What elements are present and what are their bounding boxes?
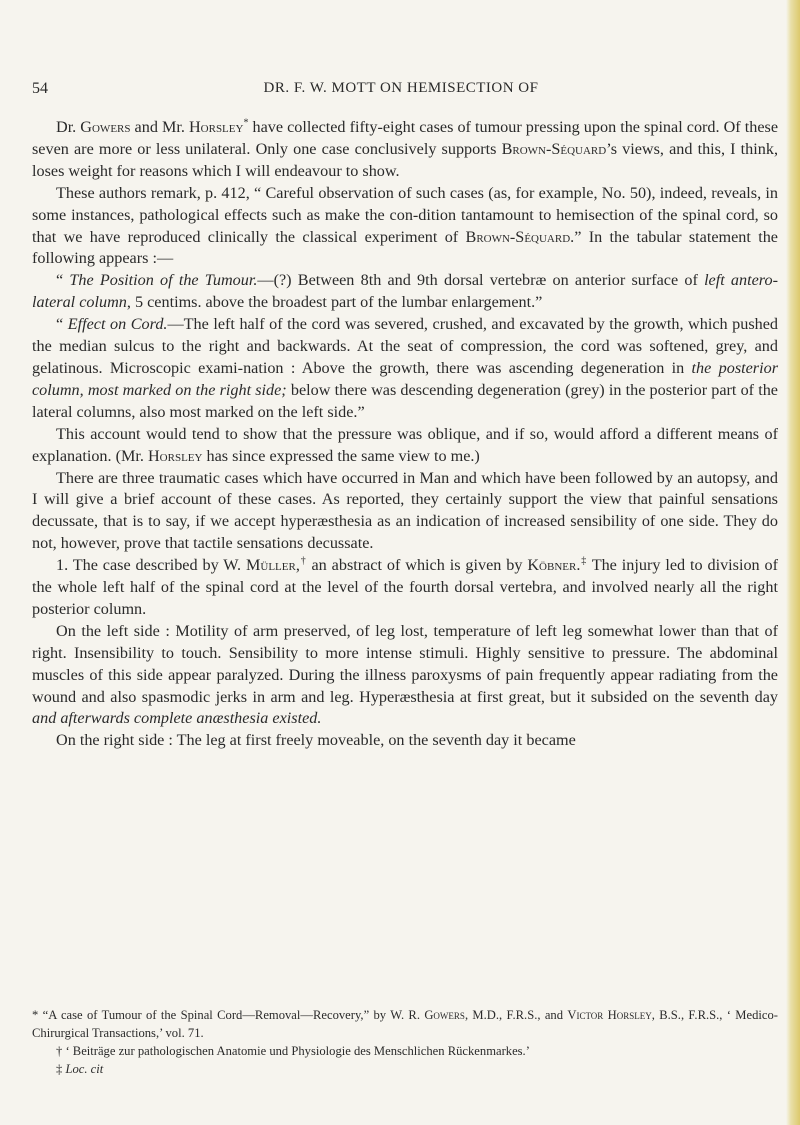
body-text bbox=[32, 117, 778, 752]
italic-text: The Position of the Tumour. bbox=[69, 271, 258, 290]
small-caps-name: Müller bbox=[246, 556, 296, 575]
small-caps-name: Brown-Séquard bbox=[465, 227, 571, 246]
footnote-marker: * bbox=[243, 117, 249, 129]
footnote-marker: ‡ bbox=[580, 555, 588, 567]
italic-text: left antero-lateral column bbox=[32, 271, 778, 312]
page-header bbox=[32, 80, 770, 102]
footnote-marker: † bbox=[299, 555, 307, 567]
paragraph: “ Effect on Cord.—The left half of the cord was severed, crushed, and excavated by the growth, which pushed the median sulcus to the right and backwards. At the seat of compression, the cord was softened, grey, and gelatinous. Microscopic exami-nation : Above the growth, there was ascending degeneration in the posterior column, most marked on the right side; below there was descending degeneration (grey) in the posterior part of the lateral columns, also most marked on the left side.” bbox=[32, 315, 778, 421]
small-caps-name: Gowers bbox=[424, 1008, 465, 1022]
paragraph: “ The Position of the Tumour.—(?) Between 8th and 9th dorsal vertebræ on anterior surface of left antero-lateral column, 5 centims. above the broadest part of the lumbar enlargement.” bbox=[32, 271, 778, 312]
paragraph: On the left side : Motility of arm preserved, of leg lost, temperature of left leg somewhat lower than that of right. Insensibility to touch. Sensibility to more intense stimuli. Highly sensitive to pressure. The abdominal muscles of this side appear paralyzed. During the illness paroxysms of pain frequently appear radiating from the wound and also spasmodic jerks in arm and leg. Hyperæsthesia at first great, but it subsided on the seventh day and afterwards complete anæsthesia existed. bbox=[32, 621, 778, 728]
footnote: ‡ Loc. cit bbox=[56, 1062, 104, 1076]
footnote: † ‘ Beiträge zur pathologischen Anatomie und Physiologie des Menschlichen Rückenmarkes.’ bbox=[56, 1044, 530, 1058]
small-caps-name: Horsley bbox=[147, 446, 203, 465]
footnote: * “A case of Tumour of the Spinal Cord—Removal—Recovery,” by W. R. Gowers, M.D., F.R.S., and Victor Horsley, B.S., F.R.S., ‘ Medico-Chirurgical Transactions,’ vol. 71. bbox=[32, 1008, 778, 1040]
italic-text: Loc. cit bbox=[65, 1062, 104, 1076]
paragraph: On the right side : The leg at first freely moveable, on the seventh day it became bbox=[56, 731, 576, 750]
paragraph: Dr. Gowers and Mr. Horsley* have collected fifty-eight cases of tumour pressing upon the spinal cord. Of these seven are more or less unilateral. Only one case conclusively supports Brown-Séquard’s views, and this, I think, loses weight for reasons which I will endeavour to show. bbox=[32, 117, 779, 180]
running-head: DR. F. W. MOTT ON HEMISECTION OF bbox=[263, 80, 539, 96]
italic-text: and afterwards complete anæsthesia existed. bbox=[32, 709, 322, 728]
small-caps-name: Brown-Séquard bbox=[501, 139, 607, 158]
paragraph: These authors remark, p. 412, “ Careful observation of such cases (as, for example, No. 50), indeed, reveals, in some instances, pathological effects such as make the con-dition tantamount to hemisection of the spinal cord, so that we have reproduced clinically the classical experiment of Brown-Séquard.” In the tabular statement the following appears :— bbox=[32, 183, 778, 268]
small-caps-name: Gowers bbox=[80, 118, 131, 136]
small-caps-name: Victor Horsley bbox=[567, 1008, 652, 1022]
paragraph: This account would tend to show that the pressure was oblique, and if so, would afford a different means of explanation. (Mr. Horsley has since expressed the same view to me.) bbox=[32, 424, 778, 465]
paragraph: There are three traumatic cases which have occurred in Man and which have been followed by an autopsy, and I will give a brief account of these cases. As reported, they certainly support the view that painful sensations decussate, that is to say, if we accept hyperæsthesia as an indication of increased sensibility of one side. They do not, however, prove that tactile sensations decussate. bbox=[32, 468, 778, 553]
footnotes bbox=[32, 1006, 778, 1078]
paragraph: 1. The case described by W. Müller,† an abstract of which is given by Köbner.‡ The injury led to division of the whole left half of the spinal cord at the level of the fourth dorsal vertebra, and involved nearly all the right posterior column. bbox=[32, 555, 779, 618]
page-edge-discoloration bbox=[786, 0, 800, 1125]
italic-text: the posterior column, most marked on the right side; bbox=[32, 358, 778, 399]
small-caps-name: Horsley bbox=[188, 118, 244, 136]
italic-text: Effect on Cord. bbox=[67, 315, 168, 334]
small-caps-name: Köbner bbox=[527, 556, 577, 575]
page-number: 54 bbox=[32, 80, 48, 97]
